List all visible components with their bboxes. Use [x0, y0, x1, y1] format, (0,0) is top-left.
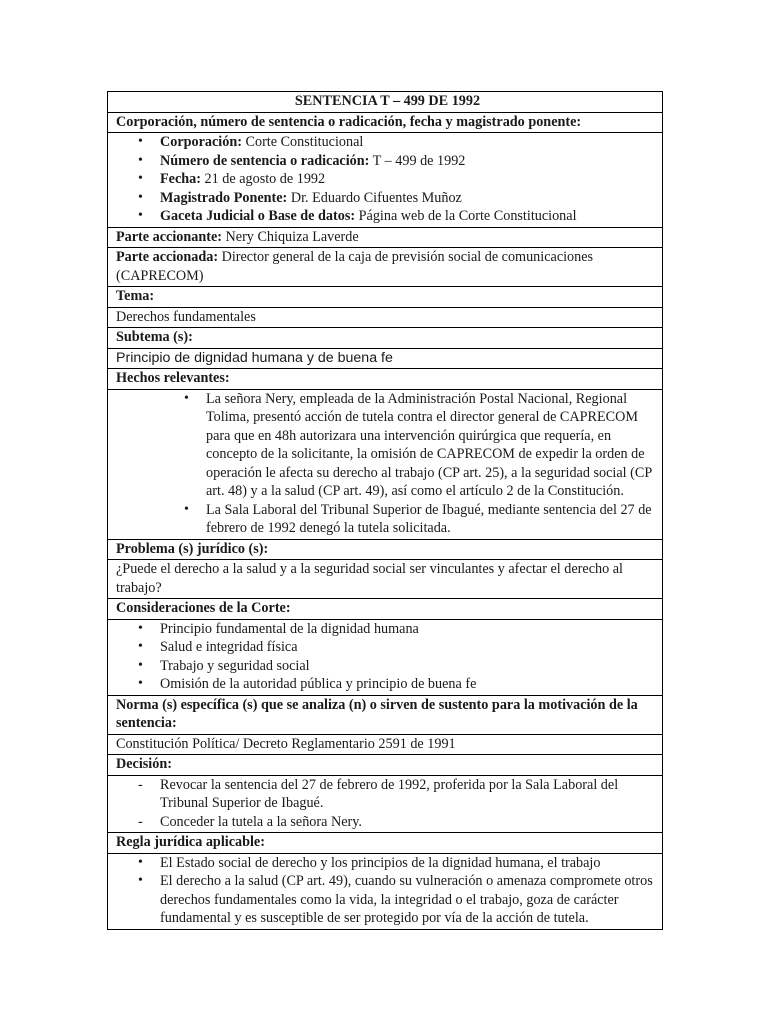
- problema-header: Problema (s) jurídico (s):: [108, 539, 663, 560]
- decision-cell: [108, 775, 663, 833]
- consideraciones-list: [116, 620, 659, 694]
- norma-header: Norma (s) específica (s) que se analiza (n) o sirven de sustento para la motivación de la sentencia:: [108, 695, 663, 734]
- subtema-header: Subtema (s):: [108, 328, 663, 349]
- hechos-item: • La señora Nery, empleada de la Administración Postal Nacional, Regional Tolima, presentó acción de tutela contra el director general de CAPRECOM para que en 48h autorizara una intervención quirúrgica que requería, en concepto de la solicitante, la omisión de CAPRECOM de expedir la orden de operación le afecta su derecho al trabajo (CP art. 25), a la seguridad social (CP art. 48) y a la salud (CP art. 49), así como el artículo 2 de la Constitución.: [116, 390, 659, 501]
- norma-value: Constitución Política/ Decreto Reglamentario 2591 de 1991: [108, 734, 663, 755]
- item-value: 21 de agosto de 1992: [200, 171, 326, 187]
- item-value: Corte Constitucional: [241, 134, 364, 150]
- regla-item: • El Estado social de derecho y los principios de la dignidad humana, el trabajo: [116, 854, 659, 873]
- sentencia-table: [107, 91, 663, 930]
- hechos-cell: [108, 389, 663, 539]
- consideraciones-item: • Salud e integridad física: [116, 638, 659, 657]
- parte-accionada-row: [108, 248, 663, 287]
- identificacion-header: Corporación, número de sentencia o radicación, fecha y magistrado ponente:: [108, 112, 663, 133]
- identificacion-item: [116, 133, 659, 152]
- parte-accionada-label: Parte accionada:: [116, 249, 219, 265]
- item-label: Fecha:: [160, 171, 201, 187]
- consideraciones-item: • Trabajo y seguridad social: [116, 657, 659, 676]
- item-label: Número de sentencia o radicación:: [160, 152, 370, 169]
- tema-value: Derechos fundamentales: [108, 307, 663, 328]
- subtema-value: Principio de dignidad humana y de buena fe: [108, 348, 663, 369]
- decision-header: Decisión:: [108, 755, 663, 776]
- identificacion-item: [116, 189, 659, 208]
- identificacion-cell: [108, 133, 663, 228]
- item-value: Dr. Eduardo Cifuentes Muñoz: [287, 189, 462, 206]
- item-label: Corporación:: [160, 134, 242, 150]
- regla-cell: [108, 853, 663, 929]
- tema-header: Tema:: [108, 287, 663, 308]
- regla-item: • El derecho a la salud (CP art. 49), cuando su vulneración o amenaza compromete otros derechos fundamentales como la vida, la integridad o el trabajo, goza de carácter fundamental y es susceptible de ser protegido por vía de la acción de tutela.: [116, 872, 659, 928]
- problema-value: ¿Puede el derecho a la salud y a la seguridad social ser vinculantes y afectar el derecho al trabajo?: [108, 560, 663, 599]
- identificacion-item: [116, 170, 659, 189]
- decision-list: [116, 776, 659, 832]
- parte-accionada-value: Director general de la caja de previsión social de comunicaciones (CAPRECOM): [116, 249, 594, 284]
- consideraciones-header: Consideraciones de la Corte:: [108, 599, 663, 620]
- identificacion-item: [116, 152, 659, 171]
- regla-header: Regla jurídica aplicable:: [108, 833, 663, 854]
- item-label: Gaceta Judicial o Base de datos:: [160, 208, 356, 224]
- item-value: T – 499 de 1992: [369, 152, 466, 169]
- parte-accionante-label: Parte accionante:: [116, 228, 222, 245]
- identificacion-item: [116, 207, 659, 226]
- decision-item: - Conceder la tutela a la señora Nery.: [116, 813, 659, 832]
- regla-list: [116, 854, 659, 928]
- consideraciones-item: • Omisión de la autoridad pública y principio de buena fe: [116, 675, 659, 694]
- item-value: Página web de la Corte Constitucional: [355, 208, 577, 224]
- consideraciones-cell: [108, 619, 663, 695]
- document-title: SENTENCIA T – 499 DE 1992: [108, 92, 663, 113]
- hechos-header: Hechos relevantes:: [108, 369, 663, 390]
- identificacion-list: [116, 133, 659, 226]
- hechos-list: [116, 390, 659, 538]
- parte-accionante-value: Nery Chiquiza Laverde: [221, 228, 359, 245]
- item-label: Magistrado Ponente:: [160, 189, 288, 206]
- hechos-item: • La Sala Laboral del Tribunal Superior de Ibagué, mediante sentencia del 27 de febrero de 1992 denegó la tutela solicitada.: [116, 501, 659, 538]
- decision-item: - Revocar la sentencia del 27 de febrero de 1992, proferida por la Sala Laboral del Tribunal Superior de Ibagué.: [116, 776, 659, 813]
- parte-accionante-row: [108, 227, 663, 248]
- consideraciones-item: • Principio fundamental de la dignidad humana: [116, 620, 659, 639]
